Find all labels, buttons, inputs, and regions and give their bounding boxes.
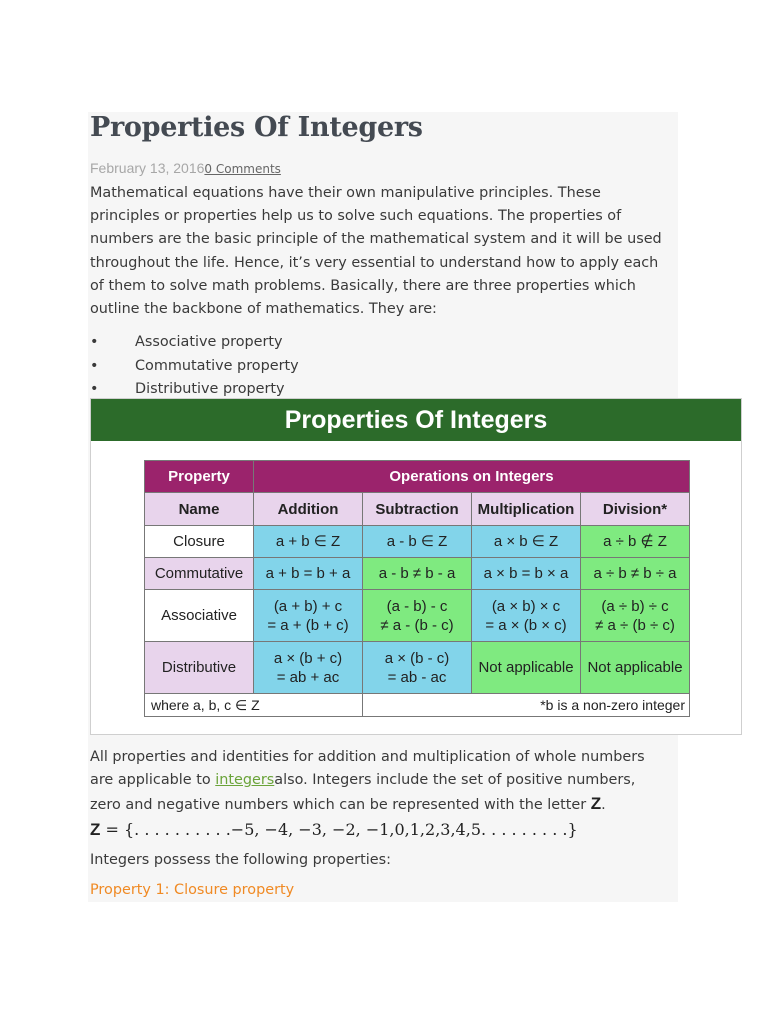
table-subheader-row [145, 493, 690, 526]
table-row [145, 590, 690, 642]
properties-list [90, 332, 299, 403]
section-subheading: Property 1: Closure property [90, 882, 295, 898]
table-cell: Not applicable [581, 642, 690, 694]
table-cell: a - b ≠ b - a [363, 558, 472, 590]
table-cell: a × (b + c) = ab + ac [254, 642, 363, 694]
table-cell: a + b ∈ Z [254, 526, 363, 558]
list-item: • Distributive property [90, 381, 285, 397]
table-row [145, 642, 690, 694]
list-item: • Associative property [90, 334, 283, 350]
table-cell: (a ÷ b) ÷ c ≠ a ÷ (b ÷ c) [581, 590, 690, 642]
integers-link[interactable]: integers [215, 772, 275, 789]
table-cell: Not applicable [472, 642, 581, 694]
table-row [145, 558, 690, 590]
properties-intro: Integers possess the following properties: [90, 852, 391, 868]
row-label: Commutative [145, 558, 254, 590]
table-cell: a × b = b × a [472, 558, 581, 590]
z-symbol: Z [90, 820, 101, 839]
properties-table [144, 460, 690, 717]
column-header: Subtraction [363, 493, 472, 526]
row-label: Associative [145, 590, 254, 642]
row-label: Distributive [145, 642, 254, 694]
table-cell: a ÷ b ≠ b ÷ a [581, 558, 690, 590]
row-label: Closure [145, 526, 254, 558]
integer-set: = {. . . . . . . . . .−5, −4, −3, −2, −1,0,1,2,3,4,5. . . . . . . . .} [100, 820, 578, 839]
table-cell: a ÷ b ∉ Z [581, 526, 690, 558]
integers-paragraph: All properties and identities for addition and multiplication of whole numbers are applicable to integersalso. Integers include the set of positive numbers, zero and negative numbers which can be represented with the letter Z. [90, 749, 645, 814]
z-letter: Z [590, 794, 602, 814]
table-cell: a - b ∈ Z [363, 526, 472, 558]
column-header: Division* [581, 493, 690, 526]
column-header: Addition [254, 493, 363, 526]
table-footnote-row [145, 694, 690, 717]
table-header-row [145, 461, 690, 493]
footnote-left: where a, b, c ∈ Z [145, 694, 363, 717]
list-item: • Commutative property [90, 357, 299, 374]
table-cell: a × (b - c) = ab - ac [363, 642, 472, 694]
table-cell: a × b ∈ Z [472, 526, 581, 558]
table-cell: (a + b) + c = a + (b + c) [254, 590, 363, 642]
bullet-icon: • [90, 357, 99, 374]
post-meta [90, 160, 281, 176]
footnote-right: *b is a non-zero integer [363, 694, 690, 717]
properties-figure [90, 398, 742, 735]
bullet-icon: • [90, 381, 99, 397]
table-cell: a + b = b + a [254, 558, 363, 590]
comments-link[interactable]: 0 Comments [204, 162, 281, 176]
post-date: February 13, 2016 [90, 160, 205, 176]
table-cell: (a × b) × c = a × (b × c) [472, 590, 581, 642]
figure-banner: Properties Of Integers [91, 399, 741, 441]
table-cell: (a - b) - c ≠ a - (b - c) [363, 590, 472, 642]
bullet-icon: • [90, 334, 99, 350]
column-header: Name [145, 493, 254, 526]
header-property: Property [145, 461, 254, 493]
header-operations: Operations on Integers [254, 461, 690, 493]
integer-set-formula [90, 820, 578, 840]
intro-paragraph: Mathematical equations have their own manipulative principles. These principles or properties help us to solve such equations. The properties of numbers are the basic principle of the mathematical system and it will be used throughout the life. Hence, it’s very essential to understand how to apply each of them to solve math problems. Basically, there are three properties which outline the backbone of mathematics. They are: [90, 185, 662, 318]
table-row [145, 526, 690, 558]
page-title: Properties Of Integers [90, 112, 423, 143]
column-header: Multiplication [472, 493, 581, 526]
